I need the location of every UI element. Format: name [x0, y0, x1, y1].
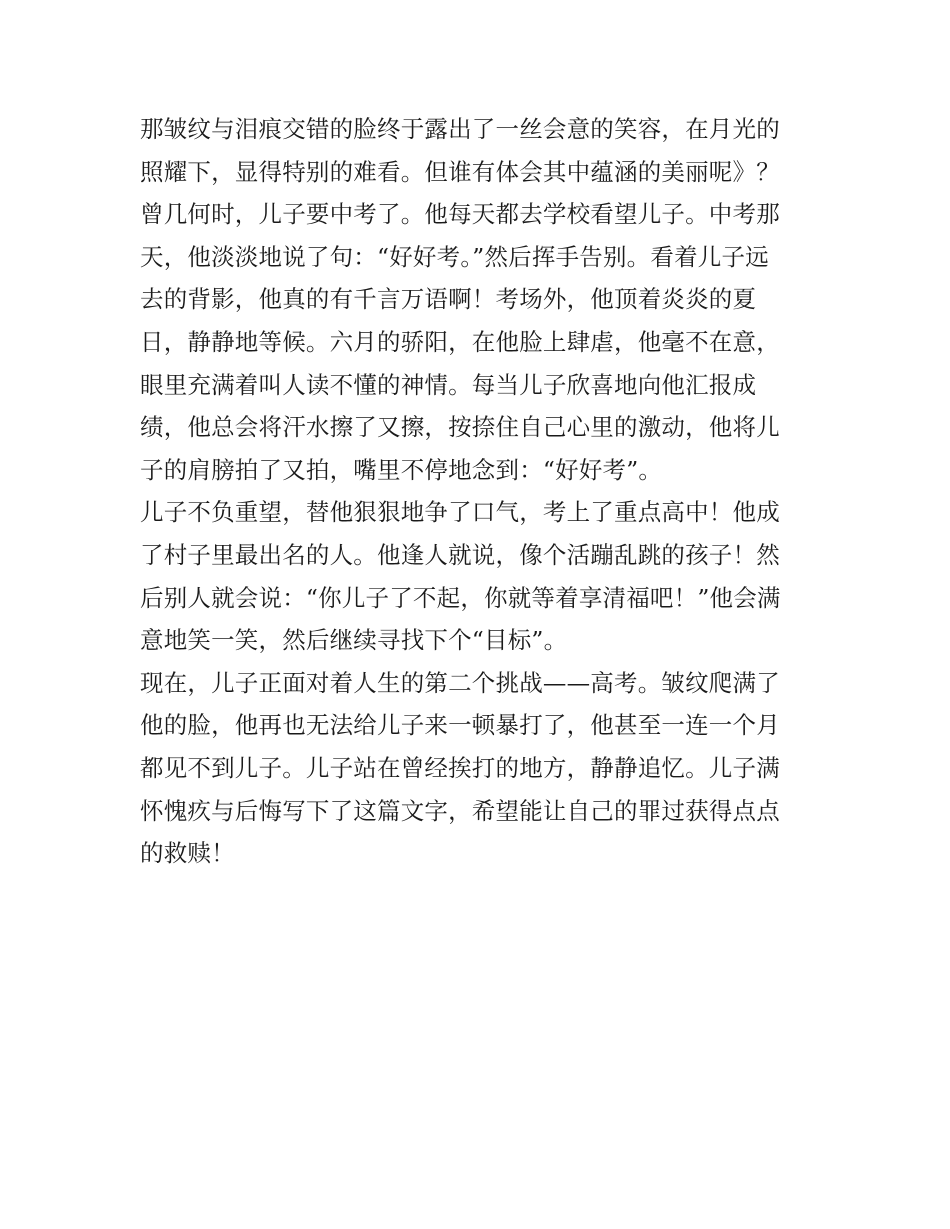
text-line: 去的背影，他真的有千言万语啊！考场外，他顶着炎炎的夏 [140, 285, 757, 314]
text-line: 天，他淡淡地说了句：“好好考。”然后挥手告别。看着儿子远 [140, 242, 769, 271]
text-line: 意地笑一笑，然后继续寻找下个“目标”。 [140, 626, 568, 655]
text-line: 的救赎！ [140, 839, 235, 868]
text-line: 照耀下，显得特别的难看。但谁有体会其中蕴涵的美丽呢》？ [140, 157, 780, 186]
text-line: 日，静静地等候。六月的骄阳，在他脸上肆虐，他毫不在意， [140, 327, 780, 356]
essay-body [140, 108, 812, 875]
text-line: 了村子里最出名的人。他逢人就说，像个活蹦乱跳的孩子！然 [140, 540, 780, 569]
text-line: 都见不到儿子。儿子站在曾经挨打的地方，静静追忆。儿子满 [140, 753, 780, 782]
text-line: 他的脸，他再也无法给儿子来一顿暴打了，他甚至一连一个月 [140, 711, 780, 740]
text-line: 绩，他总会将汗水擦了又擦，按捺住自己心里的激动，他将儿 [140, 413, 780, 442]
text-line: 现在，儿子正面对着人生的第二个挑战——高考。皱纹爬满了 [140, 668, 780, 697]
text-line: 曾几何时，儿子要中考了。他每天都去学校看望儿子。中考那 [140, 200, 780, 229]
text-line: 那皱纹与泪痕交错的脸终于露出了一丝会意的笑容，在月光的 [140, 115, 780, 143]
text-line: 后别人就会说：“你儿子了不起，你就等着享清福吧！”他会满 [140, 583, 781, 612]
text-line: 怀愧疚与后悔写下了这篇文字，希望能让自己的罪过获得点点 [140, 796, 780, 825]
text-line: 儿子不负重望，替他狠狠地争了口气，考上了重点高中！他成 [140, 498, 780, 527]
text-line: 子的肩膀拍了又拍，嘴里不停地念到：“好好考”。 [140, 455, 663, 484]
text-line: 眼里充满着叫人读不懂的神情。每当儿子欣喜地向他汇报成 [140, 370, 757, 399]
